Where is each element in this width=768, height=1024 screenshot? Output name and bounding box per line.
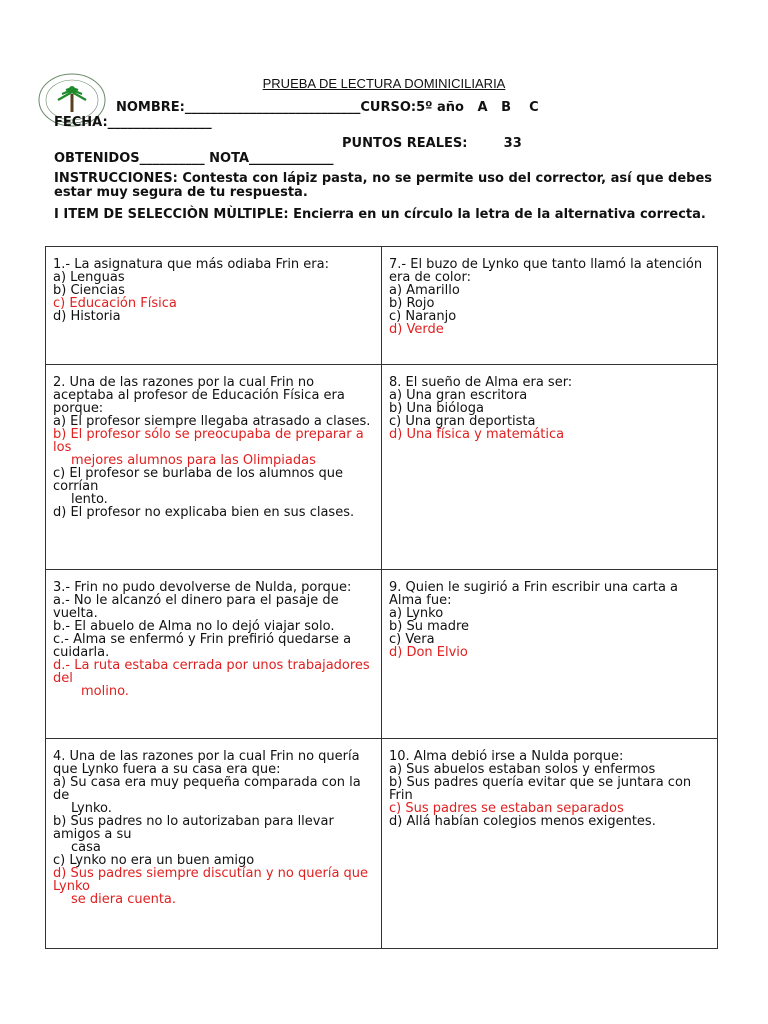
question-cell — [46, 739, 382, 949]
question-cell — [46, 570, 382, 739]
question-text: 4. Una de las razones por la cual Frin no quería que Lynko fuera a su casa era que: — [53, 749, 360, 777]
question-cell — [46, 247, 382, 365]
points-label: PUNTOS REALES: — [342, 136, 468, 151]
option-c: c) Naranjo — [389, 309, 457, 324]
option-d: d) Allá habían colegios menos exigentes. — [389, 814, 656, 829]
option-b: b) Rojo — [389, 296, 435, 311]
section-title: I ITEM DE SELECCIÒN MÙLTIPLE: Encierra en un círculo la letra de la alternativa correcta. — [54, 207, 706, 222]
option-a: a) El profesor siempre llegaba atrasado a clases. — [53, 414, 371, 429]
option-d-answer: d) Verde — [389, 322, 444, 337]
question-text: 8. El sueño de Alma era ser: — [389, 375, 573, 390]
option-b-line1: b) Sus padres no lo autorizaban para llevar amigos a su — [53, 814, 334, 842]
page-title: PRUEBA DE LECTURA DOMINICILIARIA — [262, 76, 506, 91]
points-value: 33 — [503, 136, 522, 151]
option-b: b) Su madre — [389, 619, 470, 634]
option-a — [53, 776, 375, 815]
obtained-grade-line: OBTENIDOS__________ NOTA_____________ — [54, 151, 334, 166]
option-b-answer — [53, 428, 375, 467]
option-a: a) Sus abuelos estaban solos y enfermos — [389, 762, 656, 777]
question-text: 3.- Frin no pudo devolverse de Nulda, porque: — [53, 580, 352, 595]
question-text: 2. Una de las razones por la cual Frin no aceptaba al profesor de Educación Física era porque: — [53, 375, 345, 416]
instructions: INSTRUCCIONES: Contesta con lápiz pasta, no se permite uso del corrector, así que debes estar muy segura de tu respuesta. — [54, 171, 713, 200]
option-d-answer: d) Una física y matemática — [389, 427, 565, 442]
option-c-answer: c) Educación Física — [53, 296, 177, 311]
option-c-line1: c) El profesor se burlaba de los alumnos que corrían — [53, 466, 343, 494]
option-c: c) Una gran deportista — [389, 414, 536, 429]
option-d: d) Historia — [53, 309, 121, 324]
option-a-line2: Lynko. — [71, 801, 112, 816]
option-c: c) Vera — [389, 632, 435, 647]
question-cell — [46, 365, 382, 570]
option-d-answer: d) Don Elvio — [389, 645, 468, 660]
option-a: a) Lenguas — [53, 270, 125, 285]
questions-table — [45, 246, 718, 949]
option-a: a) Lynko — [389, 606, 444, 621]
name-course-line: NOMBRE:___________________________CURSO:5º año A B C — [116, 100, 539, 115]
option-d-line2: molino. — [81, 684, 129, 699]
option-c: c) Lynko no era un buen amigo — [53, 853, 255, 868]
option-d-answer — [53, 867, 375, 906]
option-d-line1: d) Sus padres siempre discutían y no quería que Lynko — [53, 866, 369, 894]
question-text: 10. Alma debió irse a Nulda porque: — [389, 749, 624, 764]
option-b — [53, 815, 375, 854]
option-b: b) Ciencias — [53, 283, 125, 298]
option-b: b.- El abuelo de Alma no lo dejó viajar solo. — [53, 619, 335, 634]
option-c-line2: lento. — [71, 492, 108, 507]
option-b-line2: casa — [71, 840, 101, 855]
option-b: b) Sus padres quería evitar que se juntara con Frin — [389, 775, 692, 803]
question-text: 1.- La asignatura que más odiaba Frin era: — [53, 257, 329, 272]
option-b: b) Una bióloga — [389, 401, 484, 416]
option-b-line1: b) El profesor sólo se preocupaba de preparar a los — [53, 427, 364, 455]
option-d-answer — [53, 659, 375, 698]
option-c: c.- Alma se enfermó y Frin prefirió quedarse a cuidarla. — [53, 632, 352, 660]
option-c — [53, 467, 375, 506]
date-line: FECHA:________________ — [54, 115, 212, 130]
option-a: a) Amarillo — [389, 283, 460, 298]
option-d: d) El profesor no explicaba bien en sus clases. — [53, 505, 355, 520]
option-c-answer: c) Sus padres se estaban separados — [389, 801, 624, 816]
question-cell — [382, 570, 718, 739]
option-d-line2: se diera cuenta. — [71, 892, 177, 907]
option-a: a) Una gran escritora — [389, 388, 528, 403]
question-cell — [382, 739, 718, 949]
question-cell — [382, 247, 718, 365]
question-text: 7.- El buzo de Lynko que tanto llamó la atención era de color: — [389, 257, 703, 285]
option-b-line2: mejores alumnos para las Olimpiadas — [71, 453, 316, 468]
option-a: a.- No le alcanzó el dinero para el pasaje de vuelta. — [53, 593, 339, 621]
question-cell — [382, 365, 718, 570]
question-text: 9. Quien le sugirió a Frin escribir una carta a Alma fue: — [389, 580, 679, 608]
option-a-line1: a) Su casa era muy pequeña comparada con la de — [53, 775, 361, 803]
option-d-line1: d.- La ruta estaba cerrada por unos trabajadores del — [53, 658, 370, 686]
points-line — [342, 136, 522, 151]
